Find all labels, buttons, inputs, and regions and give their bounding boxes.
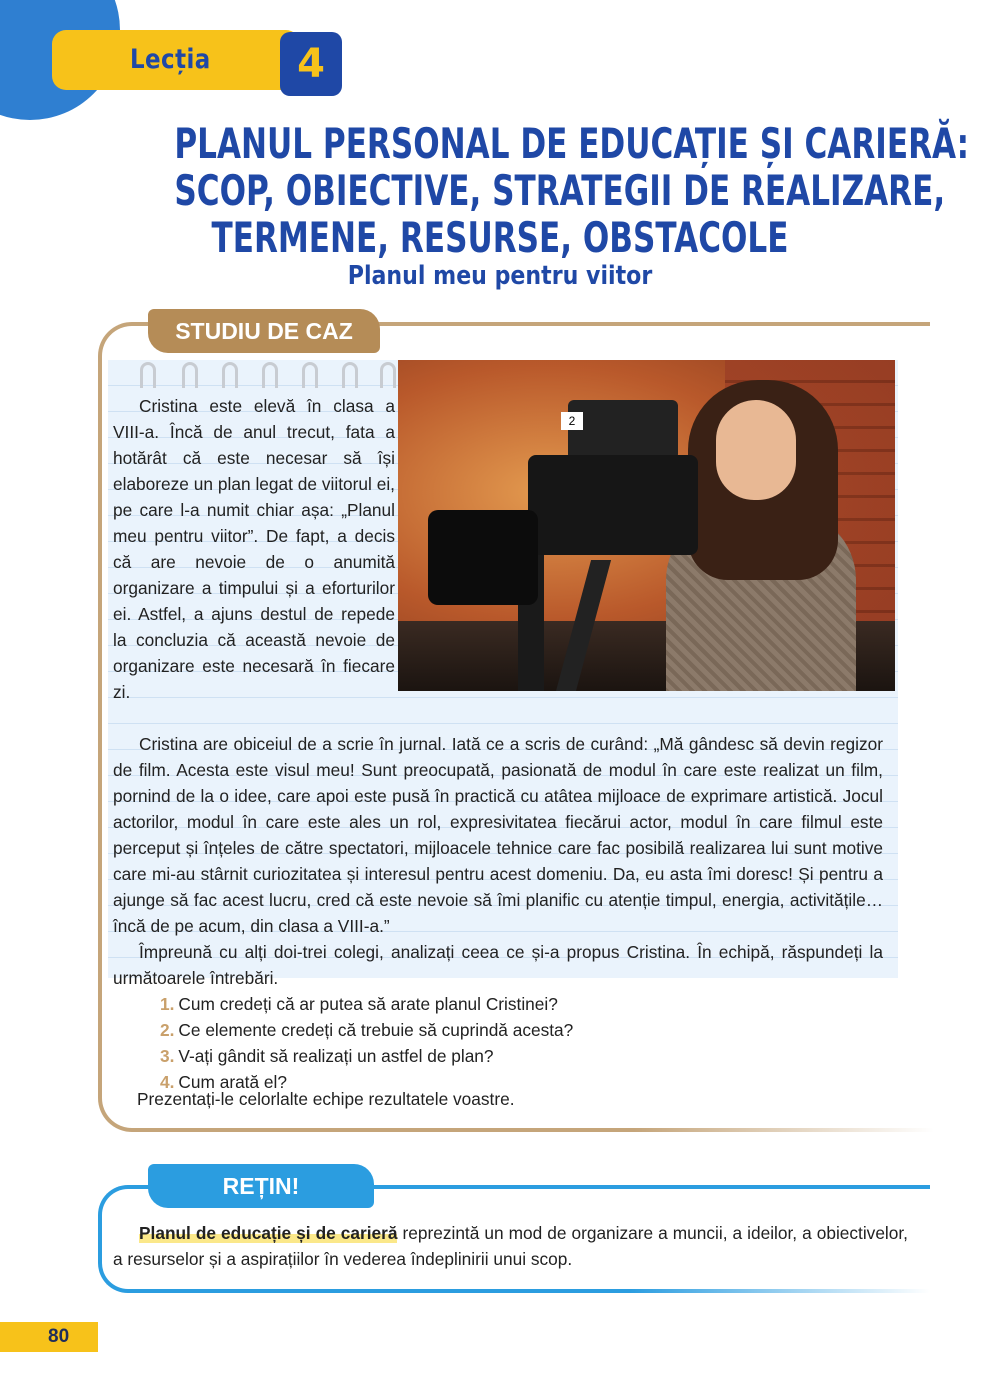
question-number: 4. [160,1072,175,1092]
case-paragraph-3: Împreună cu alți doi-trei colegi, analizați ceea ce și-a propus Cristina. În echipă, răspundeți la următoarele întrebări. [113,942,883,988]
case-study-photo [398,360,895,691]
list-item [160,1043,760,1069]
title-line-3: TERMENE, RESURSE, OBSTACOLE [211,213,789,262]
retin-definition [113,1220,908,1272]
title-line-1: PLANUL PERSONAL DE EDUCAȚIE ȘI CARIERĂ: [174,119,970,168]
case-study-tag: STUDIU DE CAZ [148,309,380,353]
list-item [160,1017,760,1043]
question-number: 3. [160,1046,175,1066]
ring-icon [380,362,396,388]
question-text: Ce elemente credeți că trebuie să cuprindă acesta? [178,1020,574,1040]
case-paragraph-1: Cristina este elevă în clasa a VIII-a. Încă de anul trecut, fata a hotărât că este necesar să își elaboreze un plan legat de viitorul ei, pe care l-a numit chiar așa: „Planul meu pentru viitor”. De fapt, a decis că are nevoie de o anumită organizare a timpului și a eforturilor ei. Astfel, a ajuns destul de repede la concluzia că această nevoie de organizare este necesară în fiecare zi. [113,396,395,702]
page-subtitle: Planul meu pentru viitor [347,261,653,291]
ring-icon [262,362,278,388]
definition-term: Planul de educație și de carieră [139,1223,398,1243]
case-closing: Prezentați-le celorlalte echipe rezultatele voastre. [137,1089,515,1109]
lesson-label: Lecția [130,44,211,75]
ring-icon [140,362,156,388]
camera-number-tag: 2 [561,412,583,430]
list-item [160,991,760,1017]
notebook-rings [128,362,398,390]
ring-icon [342,362,358,388]
question-text: Cum credeți că ar putea să arate planul Cristinei? [178,994,558,1014]
ring-icon [222,362,238,388]
ring-icon [182,362,198,388]
ring-icon [302,362,318,388]
case-paragraph-2: Cristina are obiceiul de a scrie în jurnal. Iată ce a scris de curând: „Mă gândesc să devin regizor de film. Acesta este visul meu! Sunt preocupată, pasionată de modul în care este realizat un film, pornind de la o idee, care apoi este pusă în practică cu atâtea mijloace de exprimare artistică. Jocul actorilor, modul în care este ales un rol, expresivitatea fiecărui actor, modul în care filmul este perceput și înțeles de către spectatori, mijloacele tehnice care fac posibilă realizarea lui sunt motive care mi-au stârnit curiozitatea și interesul pentru acest domeniu. Da, eu asta îmi doresc! Și pentru a ajunge să fac acest lucru, cred că este nevoie să îmi planific cu atenție timpul, energia, activitățile… încă de pe acum, din clasa a VIII-a.” [113,734,883,936]
question-list [160,991,760,1095]
definition-text: reprezintă un mod de organizare a muncii, a ideilor, a obiectivelor, a resurselor și a aspirațiilor în vederea îndeplinirii unui scop. [113,1223,908,1269]
question-number: 2. [160,1020,175,1040]
page-number: 80 [48,1326,70,1347]
question-number: 1. [160,994,175,1014]
title-line-2: SCOP, OBIECTIVE, STRATEGII DE REALIZARE, [174,166,946,215]
retin-tag: REȚIN! [148,1164,374,1208]
question-text: V-ați gândit să realizați un astfel de plan? [178,1046,494,1066]
lesson-number: 4 [280,32,342,96]
question-text: Cum arată el? [178,1072,287,1092]
page-title [60,119,970,291]
